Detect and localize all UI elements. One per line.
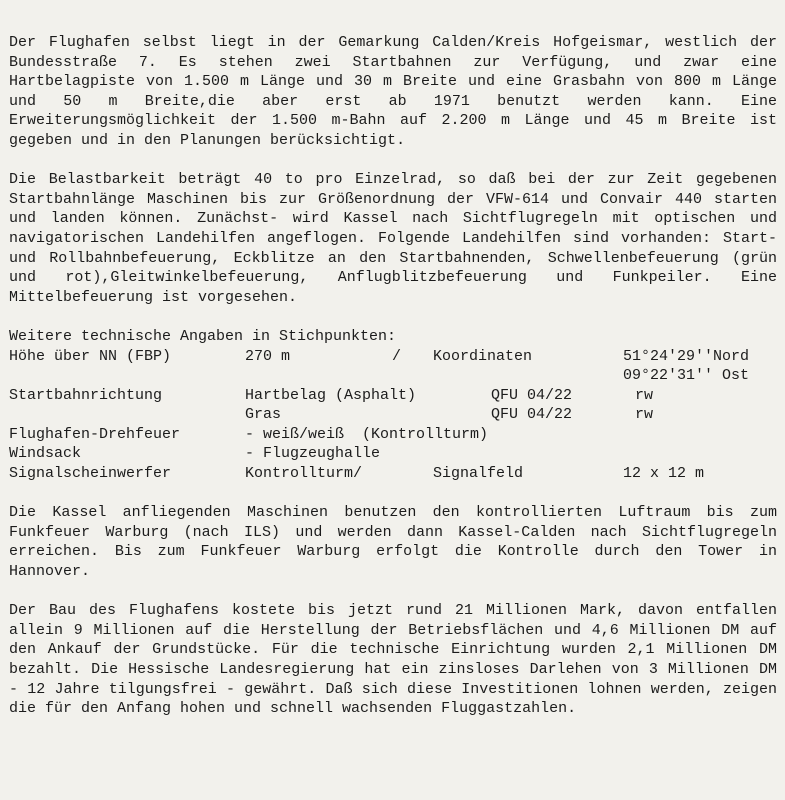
technical-heading: [9, 327, 777, 347]
tech-row-runway-grass: [9, 405, 777, 425]
coordinates-label: Koordinaten: [433, 347, 533, 365]
tech-row-runway-hard: [9, 386, 777, 406]
coordinates-east: 09°22'31'' Ost: [623, 367, 750, 385]
signal-value-tower: Kontrollturm/: [245, 465, 363, 483]
runway-grass-surface: Gras: [245, 406, 282, 424]
runway-direction-label: Startbahnrichtung: [9, 386, 163, 404]
windsock-value: - Flugzeughalle: [245, 445, 381, 463]
paragraph-airspace: Die Kassel anfliegenden Maschinen benutzen den kontrollierten Luftraum bis zum Funkfeuer Warburg (nach ILS) und werden dann Kassel-Calden nach Sichtflugregeln erreichen. Bis zum Funkfeuer Warburg erfolgt die Kontrolle durch den Tower in Hannover.: [9, 504, 777, 581]
tech-row-elevation: [9, 347, 777, 367]
windsock-label: Windsack: [9, 445, 82, 463]
beacon-label: Flughafen-Drehfeuer: [9, 425, 181, 443]
tech-row-signal: [9, 464, 777, 484]
runway-hard-qfu: QFU 04/22: [491, 386, 573, 404]
tech-row-coordinates-east: [9, 366, 777, 386]
signal-size: 12 x 12 m: [623, 465, 705, 483]
tech-row-beacon: [9, 425, 777, 445]
slash-separator: /: [392, 347, 402, 365]
runway-grass-rw: rw: [635, 406, 654, 424]
paragraph-costs: Der Bau des Flughafens kostete bis jetzt rund 21 Millionen Mark, davon entfallen allein 9 Millionen auf die Herstellung der Betriebsflächen und 4,6 Millionen DM auf den Ankauf der Grundstücke. Für die technische Einrichtung wurden 2,1 Millionen DM bezahlt. Die Hessische Landesregierung hat ein zinsloses Darlehen von 3 Millionen DM - 12 Jahre tilgungsfrei - gewährt. Daß sich diese Investitionen lohnen werden, zeigen die für den Anfang hohen und schnell wachsenden Fluggastzahlen.: [9, 602, 777, 718]
paragraph-runways: Der Flughafen selbst liegt in der Gemarkung Calden/Kreis Hofgeismar, westlich der Bundesstraße 7. Es stehen zwei Startbahnen zur Verfügung, und zwar eine Hartbelagpiste von 1.500 m Länge und 30 m Breite und eine Grasbahn von 800 m Länge und 50 m Breite,die aber erst ab 1971 benutzt werden kann. Eine Erweiterungsmöglichkeit der 1.500 m-Bahn auf 2.200 m Länge und 45 m Breite ist gegeben und in den Planungen berücksichtigt.: [9, 34, 777, 149]
paragraph-landing-aids: Die Belastbarkeit beträgt 40 to pro Einzelrad, so daß bei der zur Zeit gegebenen Startbahnlänge Maschinen bis zur Größenordnung der VFW-614 und Convair 440 starten und landen können. Zunächst- wird Kassel nach Sichtflugregeln mit optischen und navigatorischen Landehilfen angeflogen. Folgende Landehilfen sind vorhanden: Start- und Rollbahnbefeuerung, Eckblitze an den Startbahnenden, Schwellenbefeuerung (grün und rot),Gleitwinkelbefeuerung, Anflugblitzbefeuerung und Funkpeiler. Eine Mittelbefeuerung ist vorgesehen.: [9, 171, 777, 306]
runway-hard-surface: Hartbelag (Asphalt): [245, 386, 417, 404]
document-page: [9, 33, 777, 738]
beacon-value: - weiß/weiß (Kontrollturm): [245, 425, 489, 443]
coordinates-north: 51°24'29''Nord: [623, 347, 750, 365]
elevation-value: 270 m: [245, 347, 291, 365]
technical-data: [9, 327, 777, 484]
signal-value-field: Signalfeld: [433, 465, 524, 483]
elevation-label: Höhe über NN (FBP): [9, 347, 172, 365]
tech-row-windsock: [9, 444, 777, 464]
runway-grass-qfu: QFU 04/22: [491, 406, 573, 424]
runway-hard-rw: rw: [635, 386, 654, 404]
technical-heading-text: Weitere technische Angaben in Stichpunkten:: [9, 327, 397, 345]
signal-label: Signalscheinwerfer: [9, 465, 172, 483]
